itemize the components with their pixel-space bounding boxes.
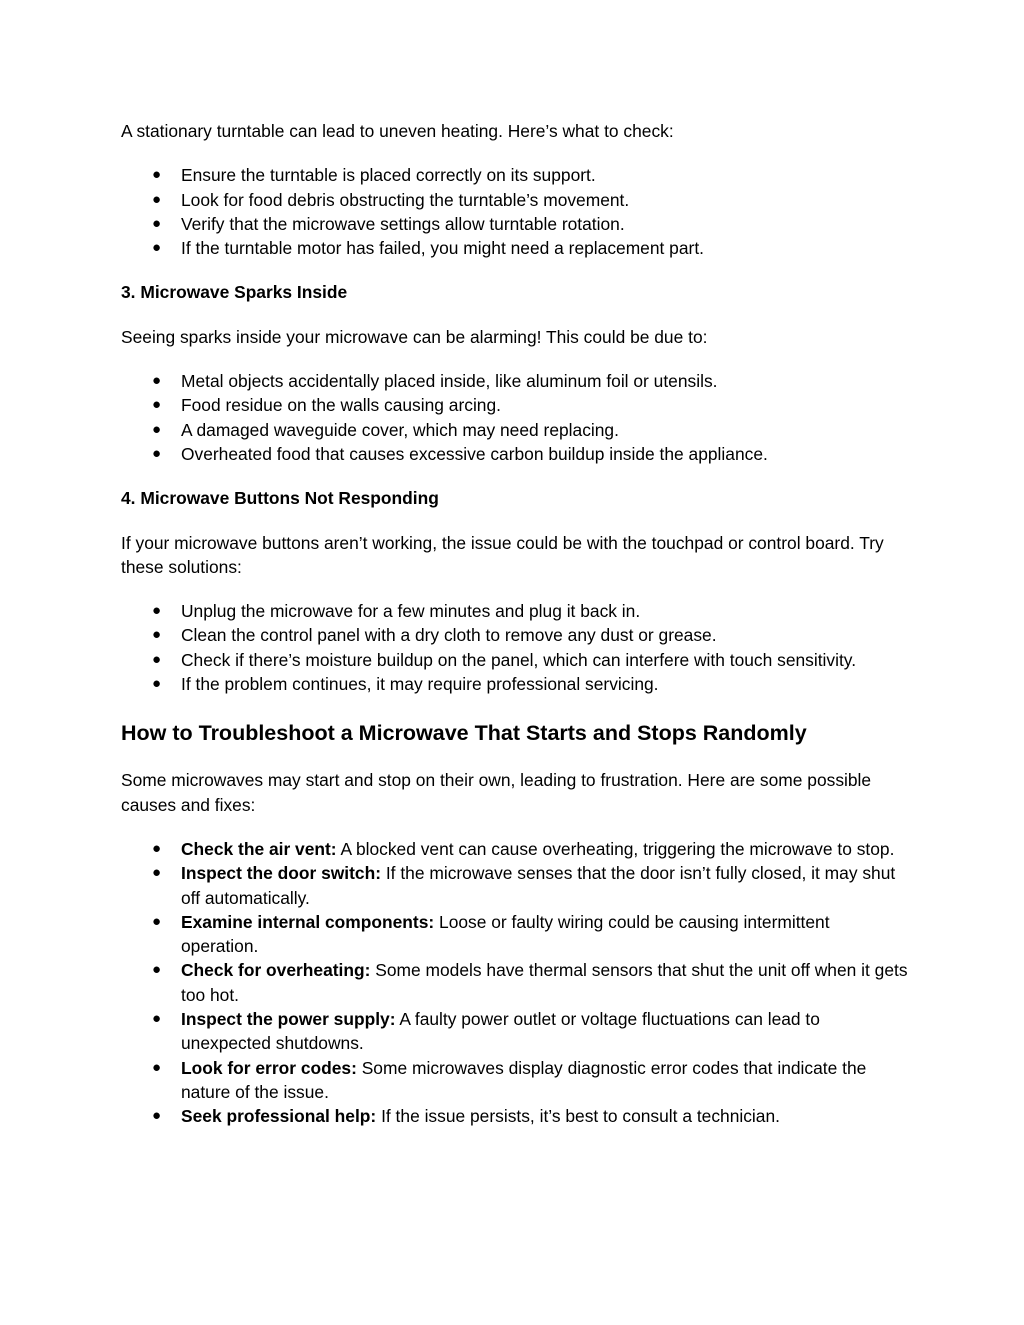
item-label: Seek professional help: (181, 1106, 377, 1127)
bullet-icon: ● (152, 626, 162, 644)
list-item: ● Ensure the turntable is placed correctly on its support. (121, 163, 911, 187)
list-item (121, 861, 911, 910)
buttons-list (121, 599, 911, 696)
bullet-icon: ● (152, 239, 162, 257)
bullet-icon: ● (152, 864, 162, 882)
list-item (121, 1007, 911, 1056)
sparks-intro: Seeing sparks inside your microwave can be alarming! This could be due to: (121, 326, 708, 347)
sparks-list (121, 369, 911, 466)
item-text: If the issue persists, it’s best to consult a technician. (376, 1106, 780, 1127)
list-item: ● If the problem continues, it may require professional servicing. (121, 672, 911, 696)
list-item: ● Food residue on the walls causing arcing. (121, 393, 911, 417)
random-stop-list (121, 837, 911, 1129)
item-text: If the microwave senses that the door isn’t fully closed, it may shut off automatically. (181, 863, 896, 908)
item-text: A blocked vent can cause overheating, triggering the microwave to stop. (336, 838, 895, 859)
list-item: ● Overheated food that causes excessive carbon buildup inside the appliance. (121, 442, 911, 466)
buttons-intro: If your microwave buttons aren’t working, the issue could be with the touchpad or control board. Try these solutions: (121, 532, 884, 577)
bullet-icon: ● (152, 602, 162, 620)
bullet-icon: ● (152, 420, 162, 438)
item-text: Some microwaves display diagnostic error codes that indicate the nature of the issue. (181, 1057, 867, 1102)
list-item: ● If the turntable motor has failed, you might need a replacement part. (121, 236, 911, 260)
list-item: ● Check if there’s moisture buildup on the panel, which can interfere with touch sensitivity. (121, 648, 911, 672)
bullet-icon: ● (152, 190, 162, 208)
bullet-icon: ● (152, 1058, 162, 1076)
list-item: ● Metal objects accidentally placed inside, like aluminum foil or utensils. (121, 369, 911, 393)
turntable-intro: A stationary turntable can lead to uneven heating. Here’s what to check: (121, 121, 674, 141)
turntable-list (121, 163, 911, 260)
list-item: ● Clean the control panel with a dry cloth to remove any dust or grease. (121, 623, 911, 647)
list-item: ● Verify that the microwave settings allow turntable rotation. (121, 212, 911, 236)
bullet-icon: ● (152, 444, 162, 462)
list-item (121, 1104, 911, 1128)
list-item (121, 1056, 911, 1105)
list-item: ● Look for food debris obstructing the turntable’s movement. (121, 188, 911, 212)
random-stop-heading: How to Troubleshoot a Microwave That Starts and Stops Randomly (121, 721, 807, 746)
bullet-icon: ● (152, 650, 162, 668)
list-item: ● Unplug the microwave for a few minutes and plug it back in. (121, 599, 911, 623)
item-text: A faulty power outlet or voltage fluctuations can lead to unexpected shutdowns. (181, 1009, 820, 1054)
bullet-icon: ● (152, 166, 162, 184)
item-label: Check for overheating: (181, 960, 371, 981)
item-label: Inspect the power supply: (181, 1009, 396, 1030)
item-text: Loose or faulty wiring could be causing intermittent operation. (181, 911, 830, 957)
sparks-heading: 3. Microwave Sparks Inside (121, 282, 348, 303)
item-text: Some models have thermal sensors that shut the unit off when it gets too hot. (181, 960, 908, 1005)
bullet-icon: ● (152, 214, 162, 232)
bullet-icon: ● (152, 675, 162, 693)
bullet-icon: ● (152, 1107, 162, 1125)
list-item (121, 958, 911, 1007)
item-label: Inspect the door switch: (181, 863, 382, 884)
list-item: ● A damaged waveguide cover, which may need replacing. (121, 418, 911, 442)
bullet-icon: ● (152, 912, 162, 930)
item-label: Look for error codes: (181, 1057, 357, 1078)
random-stop-intro: Some microwaves may start and stop on their own, leading to frustration. Here are some possible causes and fixes: (121, 770, 872, 815)
item-label: Check the air vent: (181, 838, 337, 859)
bullet-icon: ● (152, 372, 162, 390)
document-page (121, 119, 911, 1129)
bullet-icon: ● (152, 396, 162, 414)
bullet-icon: ● (152, 1010, 162, 1028)
bullet-icon: ● (152, 961, 162, 979)
item-label: Examine internal components: (181, 911, 435, 932)
buttons-heading: 4. Microwave Buttons Not Responding (121, 488, 439, 509)
bullet-icon: ● (152, 839, 162, 857)
list-item (121, 837, 911, 861)
list-item (121, 910, 911, 959)
